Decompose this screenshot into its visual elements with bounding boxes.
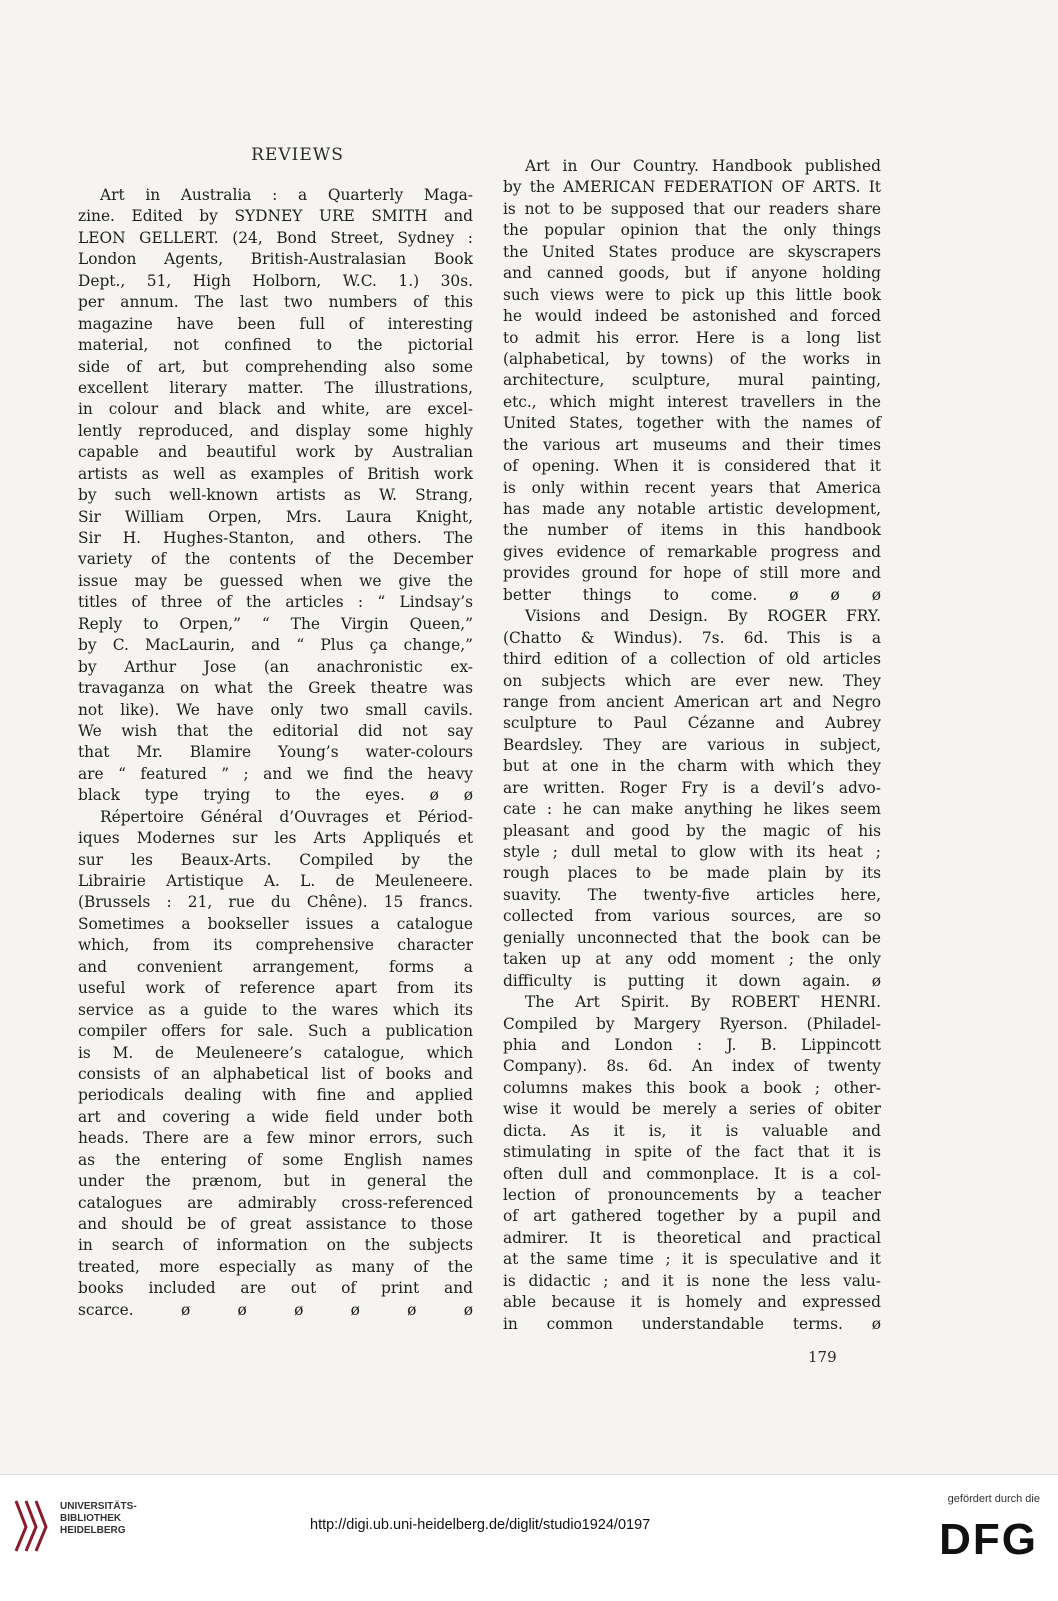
text-line: in search of information on the subjects xyxy=(78,1236,473,1255)
digitization-footer xyxy=(0,1474,1058,1601)
text-line: wise it would be merely a series of obiter xyxy=(503,1100,881,1119)
text-line: compiler offers for sale. Such a publication xyxy=(78,1022,473,1041)
text-line: under the prænom, but in general the xyxy=(78,1172,473,1191)
text-line: catalogues are admirably cross-referenced xyxy=(78,1193,473,1212)
text-line: by C. MacLaurin, and “ Plus ça change,” xyxy=(78,636,473,655)
text-line: the various art museums and their times xyxy=(503,435,881,454)
text-line: iques Modernes sur les Arts Appliqués et xyxy=(78,829,473,848)
text-line: on subjects which are ever new. They xyxy=(503,671,881,690)
text-line: collected from various sources, are so xyxy=(503,907,881,926)
text-line: as the entering of some English names xyxy=(78,1150,473,1169)
university-library-logo-icon xyxy=(14,1497,54,1553)
text-line: provides ground for hope of still more and xyxy=(503,564,881,583)
text-line: Dept., 51, High Holborn, W.C. 1.) 30s. xyxy=(78,271,473,290)
text-line: rough places to be made plain by its xyxy=(503,864,881,883)
page-heading: REVIEWS xyxy=(251,145,344,165)
text-line: lently reproduced, and display some highly xyxy=(78,421,473,440)
text-line: to admit his error. Here is a long list xyxy=(503,328,881,347)
text-line: zine. Edited by SYDNEY URE SMITH and xyxy=(78,207,473,226)
text-line: issue may be guessed when we give the xyxy=(78,571,473,590)
text-line: periodicals dealing with fine and applied xyxy=(78,1086,473,1105)
text-line: of opening. When it is considered that it xyxy=(503,457,881,476)
text-line: travaganza on what the Greek theatre was xyxy=(78,679,473,698)
text-line: not like). We have only two small cavils. xyxy=(78,700,473,719)
text-line: per annum. The last two numbers of this xyxy=(78,293,473,312)
text-line: Art in Australia : a Quarterly Maga- xyxy=(100,186,473,204)
text-line: Sir William Orpen, Mrs. Laura Knight, xyxy=(78,507,473,526)
text-line: is only within recent years that America xyxy=(503,478,881,497)
right-column xyxy=(503,156,881,1335)
text-line: lection of pronouncements by a teacher xyxy=(503,1186,881,1204)
text-line: are “ featured ” ; and we find the heavy xyxy=(78,764,473,783)
text-line: are written. Roger Fry is a devil’s advo- xyxy=(503,778,881,797)
text-line: by the AMERICAN FEDERATION OF ARTS. It xyxy=(503,178,881,197)
text-line: by such well-known artists as W. Strang, xyxy=(78,486,473,505)
text-line: of art gathered together by a pupil and xyxy=(503,1207,881,1226)
text-line: Beardsley. They are various in subject, xyxy=(503,735,881,754)
text-line: (Chatto & Windus). 7s. 6d. This is a xyxy=(503,628,881,647)
text-line: able because it is homely and expressed xyxy=(503,1293,881,1312)
text-line: (Brussels : 21, rue du Chêne). 15 francs. xyxy=(78,893,473,912)
text-line: range from ancient American art and Negro xyxy=(503,692,881,711)
text-line: suavity. The twenty-five articles here, xyxy=(503,885,881,904)
text-line: etc., which might interest travellers in the xyxy=(503,392,881,411)
text-line: and convenient arrangement, forms a xyxy=(78,957,473,976)
text-line: third edition of a collection of old articles xyxy=(503,650,881,669)
page-number: 179 xyxy=(808,1348,837,1366)
text-line: in common understandable terms. ø xyxy=(503,1314,881,1333)
text-line: titles of three of the articles : “ Lindsay’s xyxy=(78,593,473,612)
text-line: is not to be supposed that our readers share xyxy=(503,199,881,218)
text-line: Répertoire Général d’Ouvrages et Périod- xyxy=(100,807,473,826)
library-name-line: BIBLIOTHEK xyxy=(60,1513,122,1524)
text-line: difficulty is putting it down again. ø xyxy=(503,971,881,990)
text-line: often dull and commonplace. It is a col- xyxy=(503,1164,881,1183)
library-name-line: HEIDELBERG xyxy=(60,1525,126,1536)
text-line: such views were to pick up this little book xyxy=(503,285,881,304)
text-line: artists as well as examples of British work xyxy=(78,464,473,483)
text-line: variety of the contents of the December xyxy=(78,550,473,569)
text-line: which, from its comprehensive character xyxy=(78,936,473,955)
text-line: heads. There are a few minor errors, such xyxy=(78,1129,473,1148)
text-line: London Agents, British-Australasian Book xyxy=(78,250,473,269)
text-line: taken up at any odd moment ; the only xyxy=(503,950,881,969)
text-line: has made any notable artistic development, xyxy=(503,500,881,518)
text-line: art and covering a wide field under both xyxy=(78,1107,473,1126)
text-line: stimulating in spite of the fact that it is xyxy=(503,1143,881,1162)
text-line: at the same time ; it is speculative and it xyxy=(503,1250,881,1269)
text-line: pleasant and good by the magic of his xyxy=(503,821,881,840)
text-line: useful work of reference apart from its xyxy=(78,979,473,998)
text-line: We wish that the editorial did not say xyxy=(78,721,473,740)
text-line: sur les Beaux-Arts. Compiled by the xyxy=(78,850,473,869)
text-line: material, not confined to the pictorial xyxy=(78,336,473,355)
text-line: Company). 8s. 6d. An index of twenty xyxy=(503,1057,881,1076)
text-line: United States, together with the names of xyxy=(503,414,881,433)
text-line: Librairie Artistique A. L. de Meuleneere. xyxy=(78,872,473,890)
text-line: Sir H. Hughes-Stanton, and others. The xyxy=(78,529,473,547)
library-name xyxy=(60,1501,137,1537)
text-line: columns makes this book a book ; other- xyxy=(503,1078,881,1097)
text-line: Sometimes a bookseller issues a catalogue xyxy=(78,914,473,933)
text-line: the number of items in this handbook xyxy=(503,521,881,540)
text-line: scarce. ø ø ø ø ø ø xyxy=(78,1300,473,1319)
text-line: phia and London : J. B. Lippincott xyxy=(503,1035,881,1054)
text-line: black type trying to the eyes. ø ø xyxy=(78,786,473,805)
funded-by-label: gefördert durch die xyxy=(947,1493,1040,1505)
text-line: architecture, sculpture, mural painting, xyxy=(503,371,881,390)
text-line: Visions and Design. By ROGER FRY. xyxy=(525,607,881,626)
text-line: capable and beautiful work by Australian xyxy=(78,443,473,462)
text-line: in colour and black and white, are excel- xyxy=(78,400,473,419)
permalink-url[interactable]: http://digi.ub.uni-heidelberg.de/diglit/studio1924/0197 xyxy=(310,1517,651,1533)
library-name-line: UNIVERSITÄTS- xyxy=(60,1501,137,1512)
text-line: genially unconnected that the book can be xyxy=(503,928,881,947)
text-line: LEON GELLERT. (24, Bond Street, Sydney : xyxy=(78,228,473,247)
text-line: that Mr. Blamire Young’s water-colours xyxy=(78,743,473,762)
left-column xyxy=(78,185,473,1321)
text-line: but at one in the charm with which they xyxy=(503,757,881,776)
text-line: the popular opinion that the only things xyxy=(503,221,881,240)
text-line: and canned goods, but if anyone holding xyxy=(503,264,881,283)
text-line: gives evidence of remarkable progress and xyxy=(503,542,881,561)
text-line: excellent literary matter. The illustrations, xyxy=(78,378,473,397)
text-line: he would indeed be astonished and forced xyxy=(503,307,881,326)
text-line: magazine have been full of interesting xyxy=(78,314,473,333)
text-line: side of art, but comprehending also some xyxy=(78,357,473,376)
text-line: is didactic ; and it is none the less valu- xyxy=(503,1271,881,1290)
text-line: dicta. As it is, it is valuable and xyxy=(503,1121,881,1140)
text-line: Reply to Orpen,” “ The Virgin Queen,” xyxy=(78,614,473,633)
text-line: admirer. It is theoretical and practical xyxy=(503,1228,881,1247)
text-line: Art in Our Country. Handbook published xyxy=(525,157,881,175)
text-line: consists of an alphabetical list of books and xyxy=(78,1064,473,1083)
text-line: books included are out of print and xyxy=(78,1279,473,1298)
text-line: cate : he can make anything he likes seem xyxy=(503,800,881,819)
text-line: better things to come. ø ø ø xyxy=(503,585,881,604)
text-line: The Art Spirit. By ROBERT HENRI. xyxy=(525,993,881,1012)
text-line: is M. de Meuleneere’s catalogue, which xyxy=(78,1043,473,1062)
dfg-logo: DFG xyxy=(939,1515,1038,1564)
text-line: Compiled by Margery Ryerson. (Philadel- xyxy=(503,1014,881,1033)
text-line: and should be of great assistance to those xyxy=(78,1215,473,1233)
text-line: (alphabetical, by towns) of the works in xyxy=(503,349,881,368)
text-line: treated, more especially as many of the xyxy=(78,1257,473,1276)
text-line: sculpture to Paul Cézanne and Aubrey xyxy=(503,714,881,733)
text-line: style ; dull metal to glow with its heat ; xyxy=(503,843,881,861)
text-line: the United States produce are skyscrapers xyxy=(503,242,881,261)
text-line: service as a guide to the wares which its xyxy=(78,1000,473,1019)
text-line: by Arthur Jose (an anachronistic ex- xyxy=(78,657,473,676)
